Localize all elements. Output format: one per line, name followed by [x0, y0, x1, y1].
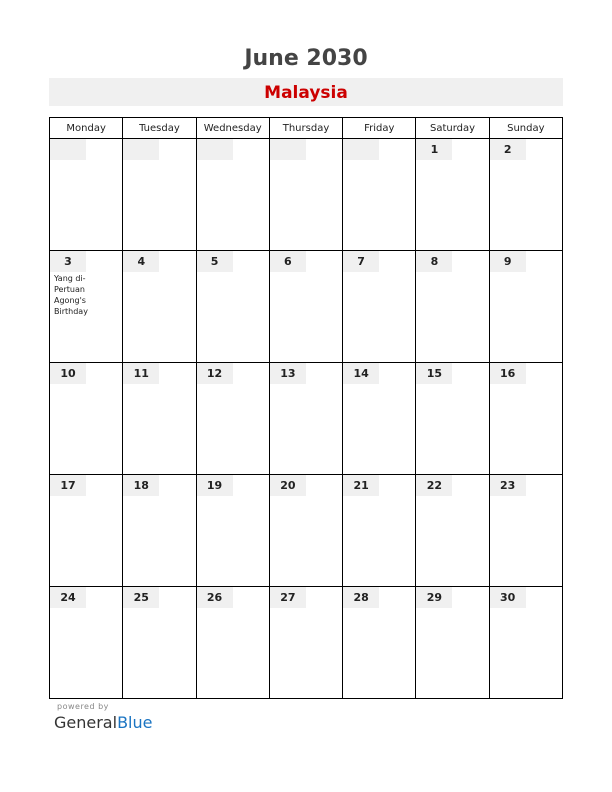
calendar-day-cell[interactable] [489, 587, 562, 699]
holiday-label: Yang di-Pertuan Agong's Birthday [54, 274, 88, 316]
brand-blue-text: Blue [117, 713, 153, 732]
weekday-header-friday: Friday [343, 118, 416, 139]
calendar-day-cell[interactable] [50, 587, 123, 699]
weekday-header-wednesday: Wednesday [196, 118, 269, 139]
day-number: 1 [416, 139, 452, 160]
day-number: 4 [123, 251, 159, 272]
calendar-day-cell[interactable] [50, 475, 123, 587]
calendar-day-cell[interactable] [50, 139, 123, 251]
calendar-day-cell[interactable] [489, 475, 562, 587]
calendar-week-row [50, 587, 563, 699]
day-number: 21 [343, 475, 379, 496]
brand-general-text: General [54, 713, 118, 732]
calendar-day-cell[interactable] [343, 587, 416, 699]
day-number: 25 [123, 587, 159, 608]
calendar-day-cell[interactable] [343, 475, 416, 587]
calendar-grid [49, 117, 563, 699]
generalblue-logo[interactable] [54, 713, 152, 732]
calendar-day-cell[interactable] [416, 475, 489, 587]
day-number: 28 [343, 587, 379, 608]
day-number: 24 [50, 587, 86, 608]
weekday-header-thursday: Thursday [269, 118, 342, 139]
weekday-header-saturday: Saturday [416, 118, 489, 139]
calendar-day-cell[interactable] [123, 363, 196, 475]
day-number: 16 [490, 363, 526, 384]
calendar-day-cell[interactable] [343, 139, 416, 251]
calendar-day-cell[interactable] [269, 475, 342, 587]
calendar-day-cell[interactable] [50, 363, 123, 475]
calendar-day-cell[interactable] [416, 251, 489, 363]
day-number: 27 [270, 587, 306, 608]
day-number: 18 [123, 475, 159, 496]
calendar-day-cell[interactable] [489, 363, 562, 475]
day-number: 8 [416, 251, 452, 272]
calendar-day-cell[interactable] [50, 251, 123, 363]
day-number: 22 [416, 475, 452, 496]
day-number: 14 [343, 363, 379, 384]
calendar-day-cell[interactable] [416, 139, 489, 251]
day-number: 15 [416, 363, 452, 384]
day-number: 19 [197, 475, 233, 496]
calendar-week-row [50, 139, 563, 251]
calendar-day-cell[interactable] [196, 475, 269, 587]
calendar-day-cell[interactable] [269, 363, 342, 475]
calendar-day-cell[interactable] [123, 587, 196, 699]
day-number [197, 139, 233, 160]
calendar-week-row [50, 251, 563, 363]
calendar-week-row [50, 475, 563, 587]
calendar-day-cell[interactable] [123, 139, 196, 251]
day-number: 5 [197, 251, 233, 272]
weekday-header-row [50, 118, 563, 139]
day-number: 2 [490, 139, 526, 160]
day-number: 7 [343, 251, 379, 272]
powered-by-text: powered by [57, 702, 109, 711]
page-title: June 2030 [244, 46, 368, 71]
calendar-day-cell[interactable] [196, 587, 269, 699]
day-number [343, 139, 379, 160]
day-number: 6 [270, 251, 306, 272]
day-number [50, 139, 86, 160]
day-number: 23 [490, 475, 526, 496]
day-number: 10 [50, 363, 86, 384]
day-number: 3 [50, 251, 86, 272]
calendar-day-cell[interactable] [123, 251, 196, 363]
calendar-day-cell[interactable] [343, 251, 416, 363]
calendar-body [50, 139, 563, 699]
calendar-day-cell[interactable] [196, 251, 269, 363]
country-banner [49, 78, 563, 106]
day-number: 12 [197, 363, 233, 384]
calendar-day-cell[interactable] [343, 363, 416, 475]
calendar-day-cell[interactable] [196, 139, 269, 251]
weekday-header-sunday: Sunday [489, 118, 562, 139]
calendar-week-row [50, 363, 563, 475]
country-name: Malaysia [264, 83, 348, 103]
day-number: 30 [490, 587, 526, 608]
weekday-header-monday: Monday [50, 118, 123, 139]
calendar-day-cell[interactable] [489, 139, 562, 251]
day-number [123, 139, 159, 160]
weekday-header-tuesday: Tuesday [123, 118, 196, 139]
day-number: 29 [416, 587, 452, 608]
day-number: 17 [50, 475, 86, 496]
day-number: 9 [490, 251, 526, 272]
day-number: 26 [197, 587, 233, 608]
calendar-day-cell[interactable] [269, 251, 342, 363]
day-number [270, 139, 306, 160]
day-number: 11 [123, 363, 159, 384]
day-number: 20 [270, 475, 306, 496]
calendar-day-cell[interactable] [489, 251, 562, 363]
calendar-day-cell[interactable] [416, 587, 489, 699]
calendar-day-cell[interactable] [196, 363, 269, 475]
calendar-day-cell[interactable] [123, 475, 196, 587]
calendar-day-cell[interactable] [269, 587, 342, 699]
day-number: 13 [270, 363, 306, 384]
calendar-day-cell[interactable] [269, 139, 342, 251]
calendar-day-cell[interactable] [416, 363, 489, 475]
